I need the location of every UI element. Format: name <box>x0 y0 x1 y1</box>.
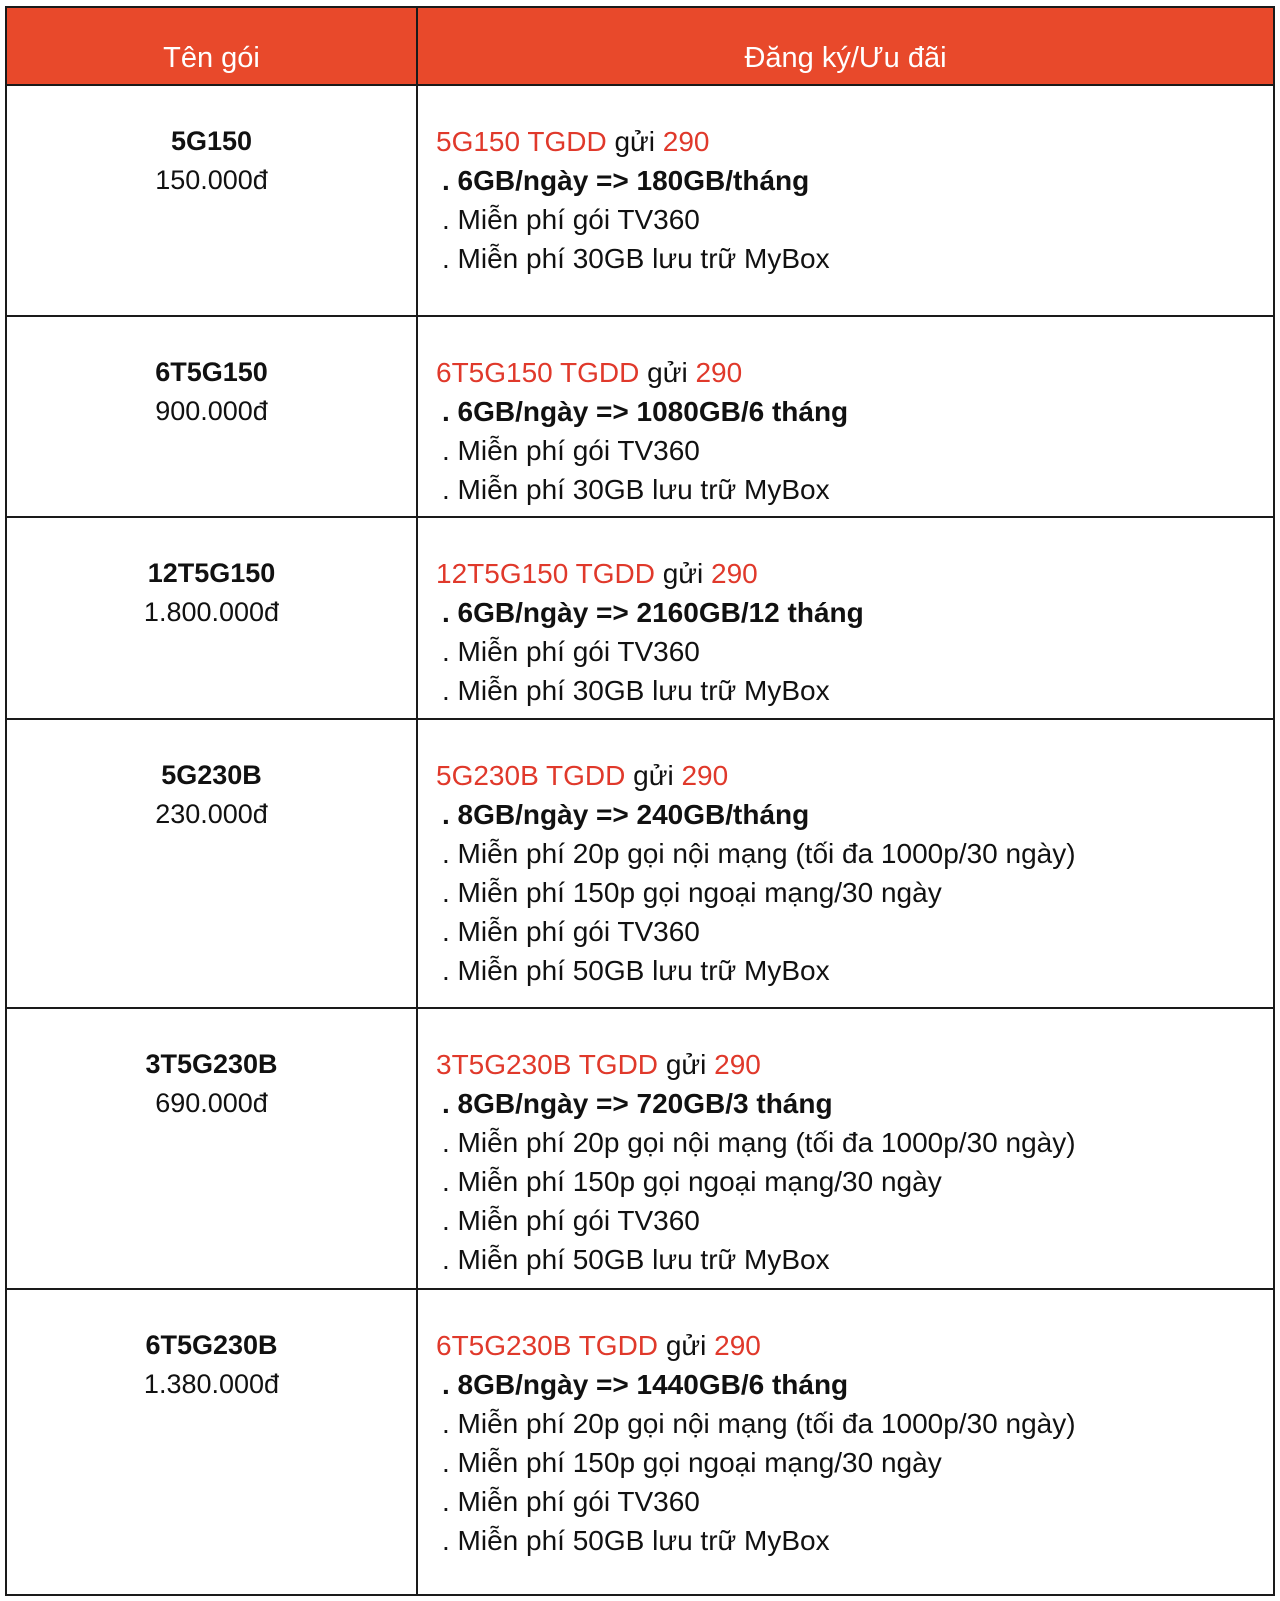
package-name: 12T5G150 <box>147 558 276 588</box>
benefit-item: . Miễn phí gói TV360 <box>442 1486 700 1517</box>
benefit-item: . Miễn phí 30GB lưu trữ MyBox <box>442 243 830 274</box>
package-name: 3T5G230B <box>145 1049 278 1079</box>
table-row <box>7 317 1273 518</box>
package-cell <box>7 518 418 718</box>
send-word: gửi <box>665 1330 707 1361</box>
data-benefit: . 8GB/ngày => 240GB/tháng <box>442 799 810 830</box>
benefit-item: . Miễn phí 20p gọi nội mạng (tối đa 1000p/30 ngày) <box>442 838 1076 869</box>
data-benefit: . 6GB/ngày => 1080GB/6 tháng <box>442 396 849 427</box>
benefit-item: . Miễn phí 20p gọi nội mạng (tối đa 1000p/30 ngày) <box>442 1127 1076 1158</box>
package-name: 5G150 <box>170 126 253 156</box>
send-word: gửi <box>662 558 704 589</box>
package-price: 1.380.000đ <box>143 1369 280 1399</box>
sms-code: 6T5G230B TGDD <box>436 1330 659 1361</box>
table-row <box>7 518 1273 720</box>
sms-code: 5G150 TGDD <box>436 126 607 157</box>
benefit-item: . Miễn phí 150p gọi ngoại mạng/30 ngày <box>442 1447 942 1478</box>
offer-cell <box>418 1290 1273 1594</box>
package-price: 230.000đ <box>155 799 268 829</box>
benefit-item: . Miễn phí gói TV360 <box>442 1205 700 1236</box>
table-row <box>7 1009 1273 1290</box>
offer-cell <box>418 317 1273 516</box>
package-cell <box>7 720 418 1007</box>
package-cell <box>7 1009 418 1288</box>
data-benefit: . 6GB/ngày => 2160GB/12 tháng <box>442 597 864 628</box>
sms-number: 290 <box>695 357 743 388</box>
send-word: gửi <box>614 126 655 157</box>
header-package-name: Tên gói <box>7 8 418 84</box>
benefit-item: . Miễn phí 30GB lưu trữ MyBox <box>442 474 830 505</box>
sms-code: 3T5G230B TGDD <box>436 1049 659 1080</box>
register-syntax <box>436 554 1273 593</box>
register-syntax <box>436 122 1273 161</box>
sms-number: 290 <box>662 126 710 157</box>
offer-cell <box>418 720 1273 1007</box>
benefit-item: . Miễn phí 150p gọi ngoại mạng/30 ngày <box>442 877 942 908</box>
benefit-item: . Miễn phí 50GB lưu trữ MyBox <box>442 955 830 986</box>
package-price: 150.000đ <box>155 165 268 195</box>
data-benefit: . 6GB/ngày => 180GB/tháng <box>442 165 810 196</box>
package-cell <box>7 86 418 315</box>
sms-code: 6T5G150 TGDD <box>436 357 640 388</box>
data-benefit: . 8GB/ngày => 1440GB/6 tháng <box>442 1369 849 1400</box>
package-price: 1.800.000đ <box>143 597 280 627</box>
package-cell <box>7 1290 418 1594</box>
sms-code: 5G230B TGDD <box>436 760 626 791</box>
benefit-item: . Miễn phí 50GB lưu trữ MyBox <box>442 1525 830 1556</box>
data-benefit: . 8GB/ngày => 720GB/3 tháng <box>442 1088 833 1119</box>
package-price: 690.000đ <box>155 1088 268 1118</box>
offer-cell <box>418 86 1273 315</box>
sms-code: 12T5G150 TGDD <box>436 558 655 589</box>
table-row <box>7 86 1273 317</box>
register-syntax <box>436 756 1273 795</box>
send-word: gửi <box>665 1049 707 1080</box>
register-syntax <box>436 1326 1273 1365</box>
sms-number: 290 <box>714 1049 761 1080</box>
header-register-offer: Đăng ký/Ưu đãi <box>744 41 947 74</box>
benefit-item: . Miễn phí gói TV360 <box>442 636 700 667</box>
benefit-item: . Miễn phí gói TV360 <box>442 916 700 947</box>
sms-number: 290 <box>711 558 758 589</box>
offer-cell <box>418 518 1273 718</box>
benefit-item: . Miễn phí 30GB lưu trữ MyBox <box>442 675 830 706</box>
package-name: 5G230B <box>161 760 262 790</box>
benefit-item: . Miễn phí gói TV360 <box>442 435 700 466</box>
benefit-item: . Miễn phí 50GB lưu trữ MyBox <box>442 1244 830 1275</box>
table-header <box>7 8 1273 86</box>
table-row <box>7 1290 1273 1594</box>
benefit-item: . Miễn phí 20p gọi nội mạng (tối đa 1000p/30 ngày) <box>442 1408 1076 1439</box>
benefit-item: . Miễn phí gói TV360 <box>442 204 700 235</box>
register-syntax <box>436 353 1273 392</box>
send-word: gửi <box>633 760 674 791</box>
sms-number: 290 <box>714 1330 761 1361</box>
sms-number: 290 <box>681 760 729 791</box>
send-word: gửi <box>647 357 688 388</box>
package-cell <box>7 317 418 516</box>
package-name: 6T5G150 <box>155 357 268 387</box>
package-table <box>5 6 1275 1596</box>
table-row <box>7 720 1273 1009</box>
package-name: 6T5G230B <box>145 1330 278 1360</box>
register-syntax <box>436 1045 1273 1084</box>
benefit-item: . Miễn phí 150p gọi ngoại mạng/30 ngày <box>442 1166 942 1197</box>
offer-cell <box>418 1009 1273 1288</box>
package-price: 900.000đ <box>155 396 268 426</box>
